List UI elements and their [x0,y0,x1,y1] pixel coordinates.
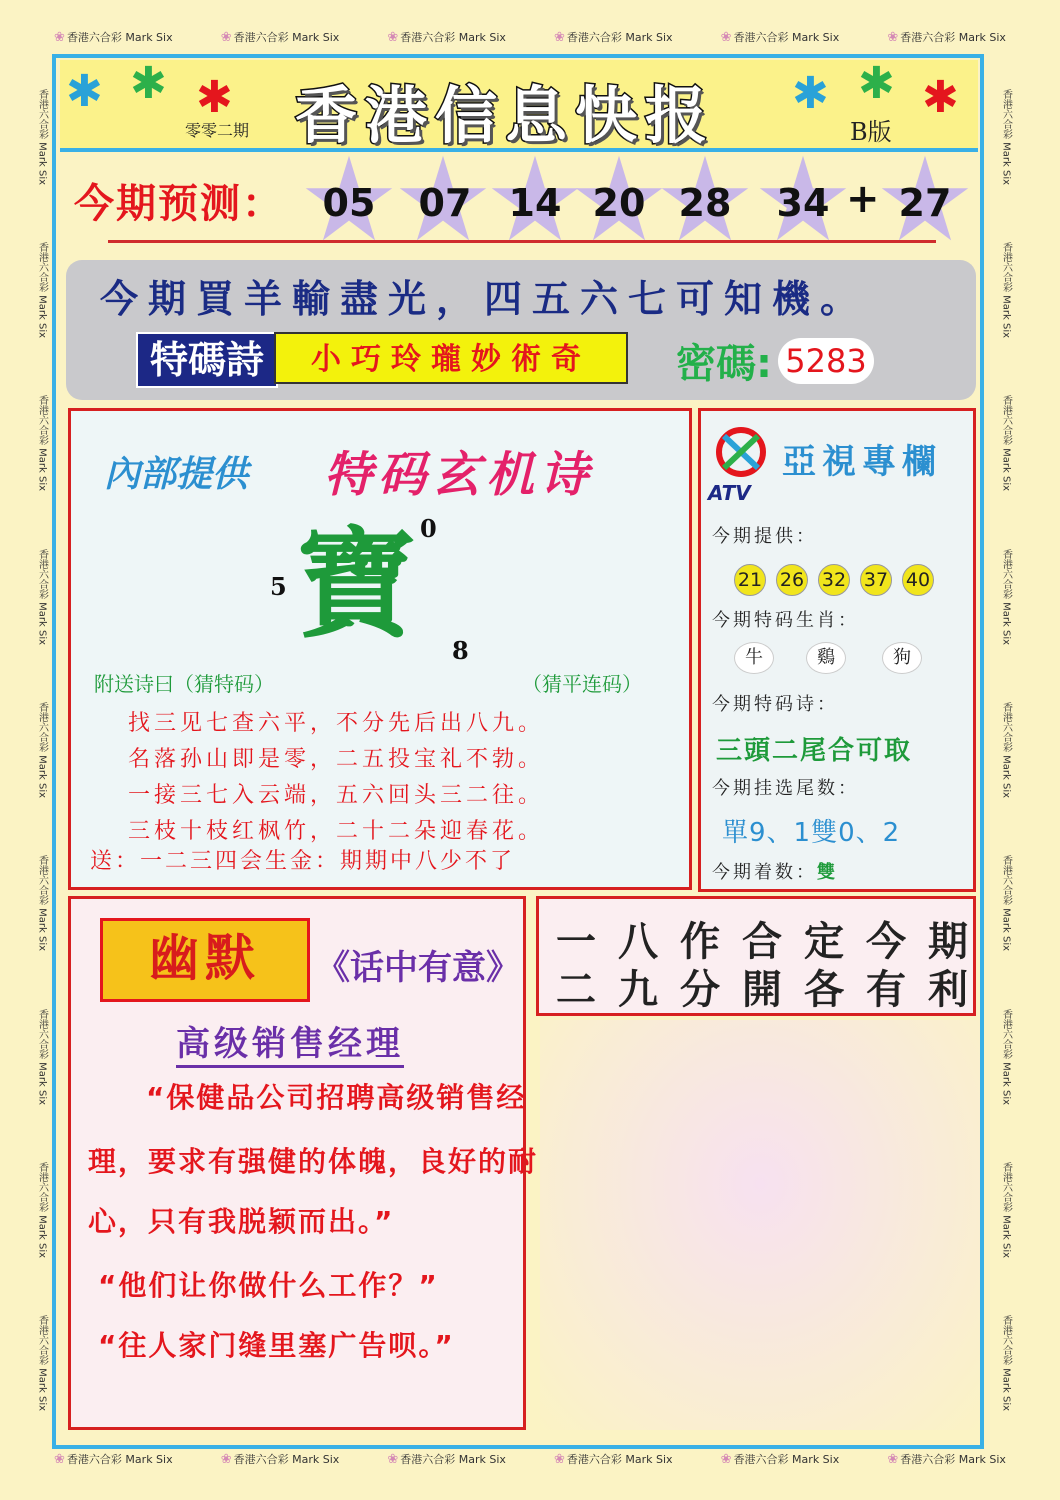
left-watermark-strip [30,60,54,1440]
zodiac-item: 鷄 [806,642,846,674]
joke-line: 理，要求有强健的体魄，良好的耐 [88,1145,539,1178]
digit-top: 0 [420,514,437,543]
zodiac-label: 今期特码生肖： [712,610,859,631]
watermark-text: ❀ 香港六合彩 Mark Six [887,30,1006,45]
password-value: 5283 [778,338,874,384]
watermark-text: ❀ 香港六合彩 Mark Six [720,30,840,45]
watermark-text: 香港六合彩 Mark Six [36,548,48,645]
poem-last-line: 送：一二三四会生金：期期中八少不了 [90,849,516,874]
joke-line: 心，只有我脱颖而出。” [88,1205,395,1238]
watermark-text: 香港六合彩 Mark Six [36,855,48,952]
poem-line: 一接三七入云端，五六回头三二往。 [128,783,545,808]
joke-title: 高级销售经理 [176,1016,404,1068]
parity-value: 雙 [817,862,838,883]
top-watermark-strip [30,24,1030,50]
note-left: 附送诗曰（猜特码） [94,672,274,696]
watermark-text: 香港六合彩 Mark Six [1000,1315,1012,1412]
provide-label: 今期提供： [712,526,817,547]
parity-row [712,858,838,884]
poem-line: 找三见七查六平，不分先后出八九。 [128,711,545,736]
divider [108,240,936,243]
atv-title: 亞視專欄 [782,442,942,482]
joke-line: “保健品公司招聘高级销售经 [146,1081,527,1114]
parity-label: 今期着数： [712,862,817,883]
svg-text:ATV: ATV [708,481,751,505]
bottom-watermark-strip [30,1446,1030,1472]
number-ball: 37 [860,564,892,596]
poem-line: 三枝十枝红枫竹，二十二朵迎春花。 [128,819,545,844]
watermark-text: ❀ 香港六合彩 Mark Six [387,30,506,45]
number-ball: 32 [818,564,850,596]
prediction-number: 05 [322,181,376,225]
watermark-text: ❀ 香港六合彩 Mark Six [554,30,673,45]
tail-label: 今期挂选尾数： [712,778,859,799]
zodiac-item: 狗 [882,642,922,674]
watermark-text: 香港六合彩 Mark Six [36,1008,48,1105]
watermark-text: 香港六合彩 Mark Six [1000,548,1012,645]
watermark-text: 香港六合彩 Mark Six [1000,241,1012,339]
atv-logo-icon [706,422,776,506]
prediction-number: 28 [678,181,732,225]
watermark-text: ❀ 香港六合彩 Mark Six [220,30,340,45]
prediction-number: 14 [508,181,562,225]
watermark-text: 香港六合彩 Mark Six [1000,395,1012,492]
note-right: （猜平连码） [522,672,642,696]
prediction-number: 07 [418,181,472,225]
asterisk-icon: ✱ [66,66,103,117]
prediction-label: 今期预测： [74,181,284,227]
watermark-text: 香港六合彩 Mark Six [36,395,48,492]
watermark-text: ❀ 香港六合彩 Mark Six [54,1452,173,1467]
watermark-text: 香港六合彩 Mark Six [36,1315,48,1412]
special-number: 27 [898,181,952,225]
watermark-text: 香港六合彩 Mark Six [36,701,48,798]
digit-left: 5 [270,572,287,601]
watermark-text: 香港六合彩 Mark Six [1000,855,1012,952]
big-character: 寶 [296,514,416,655]
watermark-text: 香港六合彩 Mark Six [1000,1161,1012,1258]
watermark-text: 香港六合彩 Mark Six [36,1161,48,1258]
provider-label: 內部提供 [104,454,249,495]
motto-line: 二九分開各有利 [556,966,990,1013]
number-ball: 26 [776,564,808,596]
watermark-text: ❀ 香港六合彩 Mark Six [387,1452,506,1467]
number-ball: 40 [902,564,934,596]
decorative-mist [540,1020,980,1430]
prediction-number: 20 [592,181,646,225]
motto-line: 一八作合定今期 [556,918,990,965]
watermark-text: ❀ 香港六合彩 Mark Six [220,1452,340,1467]
poem-label: 特碼詩 [136,332,278,388]
humor-subtitle: 《话中有意》 [316,948,520,988]
watermark-text: ❀ 香港六合彩 Mark Six [887,1452,1006,1467]
page-title: 香港信息快报 [295,79,716,152]
verse-line: 今期買羊輸盡光，四五六七可知機。 [100,277,869,321]
poem-line: 名落孙山即是零，二五投宝礼不勃。 [128,747,545,772]
watermark-text: 香港六合彩 Mark Six [36,88,48,185]
mystic-title: 特码玄机诗 [324,447,595,503]
joke-line: “他们让你做什么工作？” [98,1269,439,1302]
asterisk-icon: ✱ [858,58,895,109]
asterisk-icon: ✱ [196,72,233,123]
humor-badge: 幽默 [100,918,310,1002]
digit-bottom: 8 [452,636,469,665]
tail-values: 單9、1雙0、2 [722,818,901,848]
watermark-text: ❀ 香港六合彩 Mark Six [54,30,173,45]
watermark-text: 香港六合彩 Mark Six [1000,701,1012,798]
version-label: B版 [850,118,892,146]
asterisk-icon: ✱ [792,68,829,119]
joke-line: “往人家门缝里塞广告呗。” [98,1329,455,1362]
atv-poem-label: 今期特码诗： [712,694,838,715]
number-ball: 21 [734,564,766,596]
atv-poem: 三頭二尾合可取 [716,736,913,766]
zodiac-item: 牛 [734,642,774,674]
prediction-number: 34 [776,181,830,225]
asterisk-icon: ✱ [130,58,167,109]
right-watermark-strip [994,60,1018,1440]
watermark-text: 香港六合彩 Mark Six [36,241,48,339]
password-label: 密碼: [676,341,772,387]
watermark-text: 香港六合彩 Mark Six [1000,1008,1012,1105]
watermark-text: ❀ 香港六合彩 Mark Six [554,1452,673,1467]
watermark-text: 香港六合彩 Mark Six [1000,88,1012,185]
issue-number: 零零二期 [185,121,250,140]
watermark-text: ❀ 香港六合彩 Mark Six [720,1452,840,1467]
asterisk-icon: ✱ [922,72,959,123]
poem-text: 小巧玲瓏妙術奇 [274,332,628,384]
plus-sign: + [846,176,880,222]
